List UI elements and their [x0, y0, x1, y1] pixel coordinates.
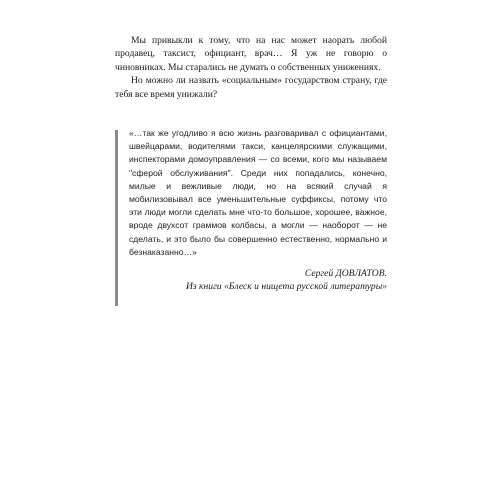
attribution-author: Сергей ДОВЛАТОВ. — [304, 268, 387, 280]
block-quote — [115, 127, 387, 259]
paragraph: Но можно ли назвать «социальным» государством страну, где тебя все время унижали? — [115, 75, 387, 100]
quote-text: «…так же угодливо я всю жизнь разговаривал с официантами, швейцарами, водителями такси, канцелярскими служащими, инспекторами домоуправления — со всеми, кого мы называем "сферой обслуживания". Среди них попадались, конечно, милые и вежливые люди, но на всякий случай я мобилизовывал все уменьшительные суффиксы, потому что эти люди могли сделать мне что-то большое, хорошее, важное, вроде двухсот граммов колбасы, а могли — наоборот — не сделать, и это было бы совершенно естественно, нормально и безнаказанно…» — [129, 128, 387, 257]
quote-attribution — [115, 267, 387, 293]
page-content — [115, 34, 387, 293]
quote-bar — [115, 130, 118, 306]
paragraph: Мы привыкли к тому, что на нас может наорать любой продавец, таксист, официант, врач… Я уж не говорю о чиновниках. Мы старались не думать о собственных унижениях. — [115, 35, 387, 73]
attribution-source: Из книги «Блеск и нищета русской литературы» — [185, 281, 387, 293]
body-text — [115, 34, 387, 101]
